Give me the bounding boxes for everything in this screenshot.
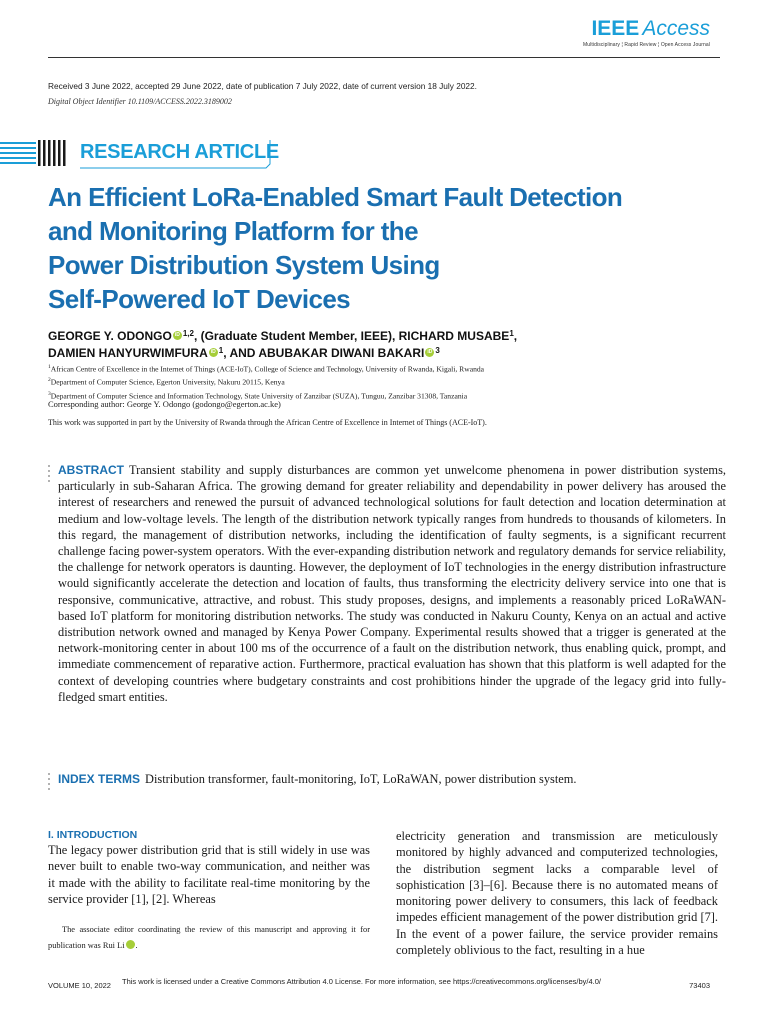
orcid-icon[interactable]: iD [174, 332, 180, 338]
orcid-icon[interactable]: iD [210, 349, 216, 355]
affiliations [48, 362, 728, 402]
left-column [48, 828, 370, 907]
footer-license[interactable]: This work is licensed under a Creative Commons Attribution 4.0 License. For more information, see https://creativecommons.org/licenses/by/4.0/ [122, 977, 601, 986]
footer-page-number: 73403 [689, 981, 710, 990]
affil-text: Department of Computer Science, Egerton University, Nakuru 20115, Kenya [50, 377, 285, 387]
index-terms-dots-icon [48, 773, 52, 793]
abstract-text: Transient stability and supply disturbances are common yet unwelcome phenomena in power distribution systems, particularly in sub-Saharan Africa. The growing demand for greater reliability and dependability in power delivery has aroused the interest of researchers and renewed the pursuit of advanced technological solutions for fault detection and location determination at medium and low-voltage levels. The length of the distribution network typically ranges from hundreds to thousands of kilometers. In this regard, the management of distribution networks, including the identification of faulty segments, is a significant recurrent challenge facing power-system operators. With the ever-expanding distribution network and regulatory demands for service reliability, the challenge for network operators is daunting. However, the deployment of IoT technologies in the energy distribution infrastructure would significantly accelerate the detection and location of faults, thus transforming the electricity delivery service into one that is responsive, communicative, attractive, and robust. This study proposes, designs, and implements a reasonably priced LoRaWAN-based IoT platform for monitoring distribution networks. The study was conducted in Nakuru County, Kenya on an actual and active distribution network owned and managed by Kenya Power Company. Experimental results showed that a trigger is generated at the network-monitoring center in about 100 ms of the occurrence of a fault on the distribution network, thus enabling quick, prompt, and immediate commencement of reparative action. Furthermore, practical evaluation has shown that this platform is well adapted for the context of developing countries where budgetary constraints and cost prohibitions hinder the upgrade of the legacy grid into fully-fledged smart entities. [58, 463, 726, 704]
corresponding-author: Corresponding author: George Y. Odongo (godongo@egerton.ac.ke) [48, 399, 281, 409]
header-rule [48, 57, 720, 58]
footnote-text: The associate editor coordinating the review of this manuscript and approving it for publication was Rui Li [48, 925, 370, 950]
research-article-banner [0, 138, 300, 172]
author-odongo: GEORGE Y. ODONGO [48, 329, 172, 343]
author-list [48, 328, 688, 362]
banner-label: RESEARCH ARTICLE [80, 141, 279, 163]
affiliation-1 [48, 362, 728, 375]
index-terms-label: INDEX TERMS [58, 772, 141, 786]
author-sup: 1,2 [182, 329, 194, 338]
title-line-4: Self-Powered IoT Devices [48, 284, 351, 314]
footnote-end: . [135, 940, 138, 950]
editor-footnote [48, 922, 370, 953]
affil-sup: 2 [48, 377, 51, 384]
logo-ieee: IEEE [591, 17, 640, 40]
banner-outline [78, 138, 272, 170]
logo-access: Access [642, 17, 710, 40]
author-sup: 1 [218, 346, 224, 355]
received-dates: Received 3 June 2022, accepted 29 June 2022, date of publication 7 July 2022, date of current version 18 July 2022. [48, 81, 477, 91]
index-terms-text: Distribution transformer, fault-monitoring, IoT, LoRaWAN, power distribution system. [145, 772, 577, 786]
orcid-icon[interactable]: iD [427, 349, 433, 355]
affil-sup: 1 [48, 364, 51, 370]
affil-text: African Centre of Excellence in the Internet of Things (ACE-IoT), College of Science and Technology, University of Rwanda, Kigali, Rwanda [50, 364, 485, 374]
index-terms [58, 771, 726, 787]
orcid-icon[interactable]: iD [126, 940, 135, 949]
title-line-1: An Efficient LoRa-Enabled Smart Fault Detection [48, 182, 623, 212]
journal-logo [583, 18, 710, 48]
author-bakari: , AND ABUBAKAR DIWANI BAKARI [223, 346, 425, 360]
intro-paragraph-right: electricity generation and transmission are meticulously monitored by highly advanced and computerized technologies, the distribution segment lacks a comparable level of sophistication [3]–[6]. Because there is no automated means of monitoring power delivery to consumers, this lack of feedback impedes efficient management of the power distribution grid [7]. In the event of a power failure, the service provider remains completely oblivious to the fact, resulting in a hue [396, 829, 718, 958]
paper-title [48, 180, 668, 316]
logo-tagline: Multidisciplinary ¦ Rapid Review ¦ Open Access Journal [583, 42, 710, 48]
author-sup: 3 [435, 346, 440, 355]
title-line-3: Power Distribution System Using [48, 250, 440, 280]
banner-stripes-icon [0, 138, 70, 168]
section-heading-introduction: I. INTRODUCTION [48, 829, 138, 841]
doi-line: Digital Object Identifier 10.1109/ACCESS.2022.3189002 [48, 97, 232, 106]
intro-paragraph-left: The legacy power distribution grid that is still widely in use was never built to enable two-way communication, and neither was it made with the ability to facilitate real-time monitoring by the service provider [1], [2]. Whereas [48, 843, 370, 906]
funding-note: This work was supported in part by the University of Rwanda through the African Centre of Excellence in Internet of Things (ACE-IoT). [48, 418, 487, 427]
abstract-dots-icon [48, 465, 52, 485]
title-line-2: and Monitoring Platform for the [48, 216, 418, 246]
author-hanyurwimfura: DAMIEN HANYURWIMFURA [48, 346, 208, 360]
footer-volume: VOLUME 10, 2022 [48, 981, 111, 990]
author-separator: , [513, 329, 518, 343]
right-column [396, 828, 718, 958]
abstract [58, 462, 726, 705]
author-note: , (Graduate Student Member, IEEE), RICHARD MUSABE [193, 329, 510, 343]
affiliation-2 [48, 375, 728, 388]
author-sup: 1 [509, 329, 514, 338]
affil-sup: 3 [48, 390, 51, 397]
abstract-label: ABSTRACT [58, 463, 124, 477]
affil-text: Department of Computer Science and Information Technology, State University of Zanzibar (SUZA), Tunguu, Zanzibar 31308, Tanzania [50, 391, 468, 401]
